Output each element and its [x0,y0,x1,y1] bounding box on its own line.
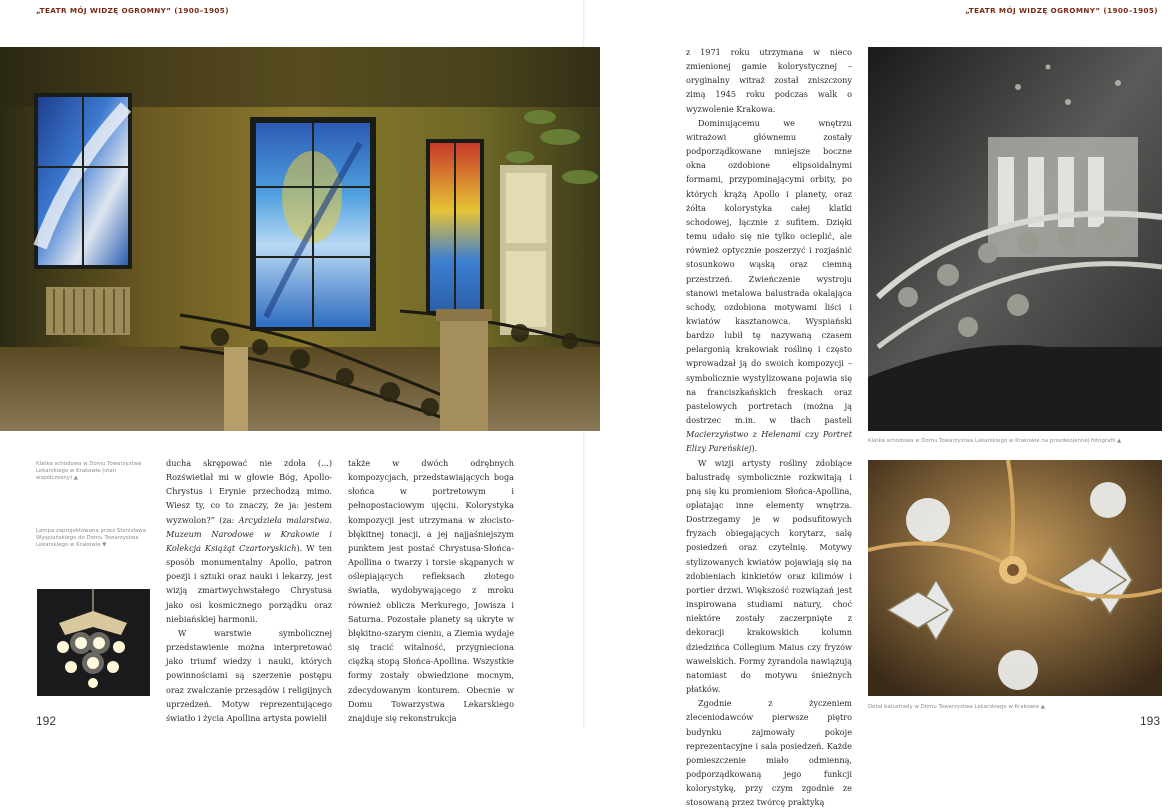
caption-old-photo: Klatka schodowa w Domu Towarzystwa Lekarskiego w Krakowie na przedwojennej fotografii ▲ [868,438,1122,444]
col3-paragraph-1: z 1971 roku utrzymana w nieco zmienionej gamie kolorystycznej – oryginalny witraż został zniszczony zimą 1945 roku podczas walk o wyzwolenie Krakowa. [686,47,852,114]
col2-paragraph: także w dwóch odrębnych kompozycjach, przedstawiających boga słońca w portretowym i pełnopostaciowym ujęciu. Kolorystyka kompozycji jest utrzymana w złocisto-błękitnej tonacji, a jej najjaśniejszym punktem jest postać Chrystusa-Słońca-Apollina o twarzy i torsie skąpanych w oślepiających refleksach złotego światła, wydobywającego z mroku również oblicza Merkurego, Jowisza i Saturna. Pozostałe planety są ukryte w błękitno-szarym cieniu, a Ziemia wydaje się tracić witalność, przygnieciona ciężką stopą Słońca-Apollina. Wszystkie formy zostały obwiedzione mocnym, zdecydowanym konturem. Obecnie w Domu Towarzystwa Lekarskiego znajduje się rekonstrukcja [348,458,514,723]
prewar-stairwell-photo [868,47,1162,431]
col1-text-b: ). W ten sposób monumentalny Apollo, patron poezji i sztuki oraz nauki i lekarzy, jest wizją zmartwychwstałego Chrystusa jako osi kosmicznego porządku oraz niebiańskiej harmonii. [166,542,333,624]
running-head-right: „TEATR MÓJ WIDZĘ OGROMNY” (1900–1905) [965,6,1158,15]
caption-lamp: Lampa zaprojektowana przez Stanisława Wyspiańskiego do Domu Towarzystwa Lekarskiego w Krakowie ▼ [36,528,146,548]
col1-text-a: ducha skrępować nie zdoła (...) Rozświetlał mi w głowie Bóg, Apollo-Chrystus i Erynie przechodzą mimo. Wiesz ty, co to znaczy, że ja: jestem wyzwolon?” (za: [166,458,332,525]
stairwell-stained-glass-photo [0,47,600,431]
text-column-3 [686,45,852,809]
running-head-left: „TEATR MÓJ WIDZĘ OGROMNY” (1900–1905) [36,6,229,15]
page-number-right: 193 [1139,714,1160,728]
text-column-1 [166,456,332,725]
col1-paragraph-2: W warstwie symbolicznej przedstawienie można interpretować jako triumf wiedzy i nauki, których powinnościami są szerzenie postępu oraz zwalczanie przesądów i religijnych uprzedzeń. Motyw reprezentującego światło i życia Apollina artysta powielił [166,627,332,723]
caption-stairwell: Klatka schodowa w Domu Towarzystwa Lekarskiego w Krakowie (stan współczesny) ▲ [36,461,142,481]
balustrade-detail-photo [868,460,1162,696]
text-column-2 [348,456,514,725]
col3-text-b: Dominującemu we wnętrzu witrażowi głównemu zostały podporządkowane mniejsze boczne okna ozdobione elipsoidalnymi formami, przypominającymi orbity, po których krążą Apollo i planety, oraz żółta kolorystyka całej klatki schodowej, łącznie z sufitem. Dzięki temu udało się nie tylko ocieplić, ale również optycznie poszerzyć i rozjaśnić stosunkowo wąską oraz ciemną przestrzeń. Zwieńczenie wystroju stanowi metalowa balustrada okalająca schody, ozdobiona motywami liści i kwiatów kasztanowca. Wyspiański bardzo lubił tę nazywaną czasem pelargonią krakowiak roślinę i często wprowadzał ją do swoich kompozycji – symbolicznie wystylizowana pojawia się na franciszkańskich freskach oraz pastelowych portretach (można ją dostrzec m.in. w tłach pasteli [686,117,852,426]
col1-italic-title: Arcydzieła malarstwa. Muzeum Narodowe w Krakowie i Kolekcja Książąt Czartoryskich [166,514,332,553]
col3-text-b-end: ). [751,443,758,454]
col3-paragraph-4: Zgodnie z życzeniem zleceniodawców pierwsze piętro budynku zajmowały pokoje reprezentacyjne i sala posiedzeń. Każde pomieszczenie miało odmienną, podporządkowaną jego funkcji kolorystykę, przy czym zgodnie ze stosowaną przez twórcę praktyką [686,698,852,808]
col3-italic-titles: Macierzyństwo z Helenami czy Portret Elizy Pareńskiej [686,429,852,454]
lamp-photo [37,589,150,696]
page-number-left: 192 [36,714,57,728]
caption-balustrade: Detal balustrady w Domu Towarzystwa Lekarskiego w Krakowie ▲ [868,704,1045,710]
col3-paragraph-3: W wizji artysty rośliny zdobiące balustradę symbolicznie rozkwitają i pną się ku promieniom Słońca-Apollina, oplatając inne elementy wnętrza. Dostrzegamy je w podsufitowych fryzach obiegających korytarz, salę posiedzeń oraz czytelnię. Motywy stylizowanych kwiatów pojawiają się na zdobieniach kinkietów oraz kilimów i portier drzwi. Większość rozwiązań jest inspirowana studiami natury, choć niektóre zostały zaczerpnięte z dekoracji krakowskich kolumn dziedzińca Collegium Maius czy fryzów wawelskich. Formy żyrandola nawiązują natomiast do motywu śnieżnych płatków. [686,457,852,695]
